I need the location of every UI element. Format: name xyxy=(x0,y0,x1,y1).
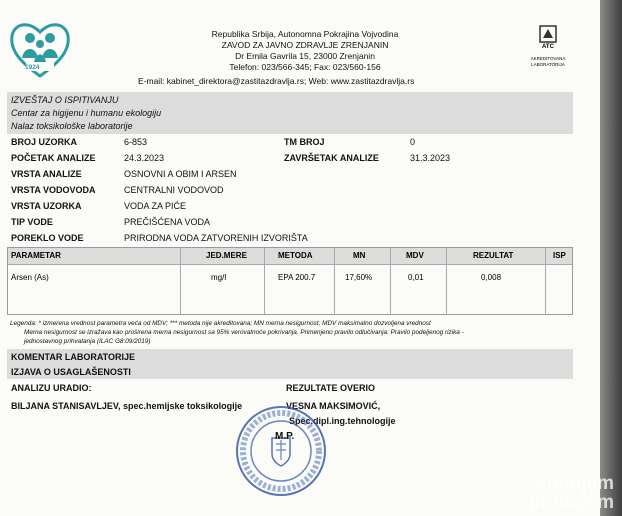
vrsta-uzorka-value: VODA ZA PIĆE xyxy=(124,201,187,211)
header-line-4: Telefon: 023/566-345; Fax: 023/560-156 xyxy=(229,62,381,72)
vrsta-vodovoda-value: CENTRALNI VODOVOD xyxy=(124,185,224,195)
zavrsetak-label: ZAVRŠETAK ANALIZE xyxy=(284,153,379,163)
cert-subtitle: AKREDITOVANA LABORATORIJA xyxy=(530,56,566,67)
overio-name: VESNA MAKSIMOVIĆ, xyxy=(286,401,381,411)
cert-code: ATC xyxy=(542,44,554,50)
logo-year: 1924 xyxy=(25,64,40,71)
th-mn: MN xyxy=(353,251,366,260)
col-divider xyxy=(545,248,546,314)
tm-broj-value: 0 xyxy=(410,137,416,147)
td-rezultat: 0,008 xyxy=(481,273,502,282)
col-divider xyxy=(390,248,391,314)
table-divider xyxy=(8,264,572,265)
th-metoda: METODA xyxy=(278,251,313,260)
legend-line-3: jednostavnog prihvatanja (ILAC G8:09/2019) xyxy=(24,338,151,345)
th-mdv: MDV xyxy=(406,251,424,260)
th-rezultat: REZULTAT xyxy=(473,251,514,260)
td-parametar: Arsen (As) xyxy=(11,273,49,282)
official-stamp-icon xyxy=(234,404,328,498)
th-jed-mere: JED.MERE xyxy=(206,251,247,260)
legend-line-2: Merna nesigurnost se izražava kao proširena merna nesigurnost sa 95% verovatnoće pokrivanja. Primenjeno pravilo odlučivanja: Pravilo podeljenog rizika - xyxy=(24,329,464,336)
tip-vode-label: TIP VODE xyxy=(11,217,53,227)
report-lab: Nalaz toksikološke laboratorije xyxy=(11,121,133,131)
tm-broj-label: TM BROJ xyxy=(284,137,325,147)
vrsta-vodovoda-label: VRSTA VODOVODA xyxy=(11,185,96,195)
header-line-1: Republika Srbija, Autonomna Pokrajina Vojvodina xyxy=(211,29,399,39)
uradio-label: ANALIZU URADIO: xyxy=(11,383,92,393)
institute-logo-icon xyxy=(8,18,72,80)
th-isp: ISP xyxy=(553,251,566,260)
watermark-line-1: kupujem xyxy=(535,473,614,494)
page-edge-shadow xyxy=(600,0,622,516)
komentar-label: KOMENTAR LABORATORIJE xyxy=(11,352,136,362)
tip-vode-value: PREČIŠĆENA VODA xyxy=(124,217,211,227)
report-title: IZVEŠTAJ O ISPITIVANJU xyxy=(11,95,119,105)
overio-label: REZULTATE OVERIO xyxy=(286,383,375,393)
legend-line-1: Legenda: * izmerena vrednost parametra veća od MDV; *** metoda nije akreditovana; MN merna nesigurnost; MDV maksimalno dozvoljena vrednost xyxy=(10,320,431,327)
col-divider xyxy=(334,248,335,314)
th-parametar: PARAMETAR xyxy=(11,251,61,260)
pocetak-value: 24.3.2023 xyxy=(124,153,165,163)
watermark xyxy=(528,474,614,512)
accreditation-mark xyxy=(526,22,570,94)
td-jed-mere: mg/l xyxy=(211,273,227,282)
col-divider xyxy=(180,248,181,314)
broj-uzorka-value: 6-853 xyxy=(124,137,148,147)
td-mn: 17,60% xyxy=(345,273,373,282)
td-mdv: 0,01 xyxy=(408,273,424,282)
report-center: Centar za higijenu i humanu ekologiju xyxy=(11,108,162,118)
col-divider xyxy=(264,248,265,314)
td-metoda: EPA 200.7 xyxy=(278,273,316,282)
poreklo-label: POREKLO VODE xyxy=(11,233,84,243)
col-divider xyxy=(446,248,447,314)
pocetak-label: POČETAK ANALIZE xyxy=(11,153,96,163)
vrsta-analize-label: VRSTA ANALIZE xyxy=(11,169,82,179)
header-line-2: ZAVOD ZA JAVNO ZDRAVLJE ZRENJANIN xyxy=(221,40,389,50)
watermark-line-2: prodajem xyxy=(528,492,614,513)
poreklo-value: PRIRODNA VODA ZATVORENIH IZVORIŠTA xyxy=(124,233,308,243)
uradio-name: BILJANA STANISAVLJEV, spec.hemijske toksikologije xyxy=(11,401,243,411)
vrsta-analize-value: OSNOVNI A OBIM I ARSEN xyxy=(124,169,237,179)
zavrsetak-value: 31.3.2023 xyxy=(410,153,451,163)
overio-title: Spec.dipl.ing.tehnologije xyxy=(289,416,396,426)
izjava-label: IZJAVA O USAGLAŠENOSTI xyxy=(11,367,131,377)
broj-uzorka-label: BROJ UZORKA xyxy=(11,137,78,147)
vrsta-uzorka-label: VRSTA UZORKA xyxy=(11,201,82,211)
mp-label: M.P. xyxy=(275,431,295,442)
results-table xyxy=(7,247,573,315)
header-line-5: E-mail: kabinet_direktora@zastitazdravlja.rs; Web: www.zastitazdravlja.rs xyxy=(138,76,415,86)
header-line-3: Dr Emila Gavrila 15, 23000 Zrenjanin xyxy=(235,51,375,61)
